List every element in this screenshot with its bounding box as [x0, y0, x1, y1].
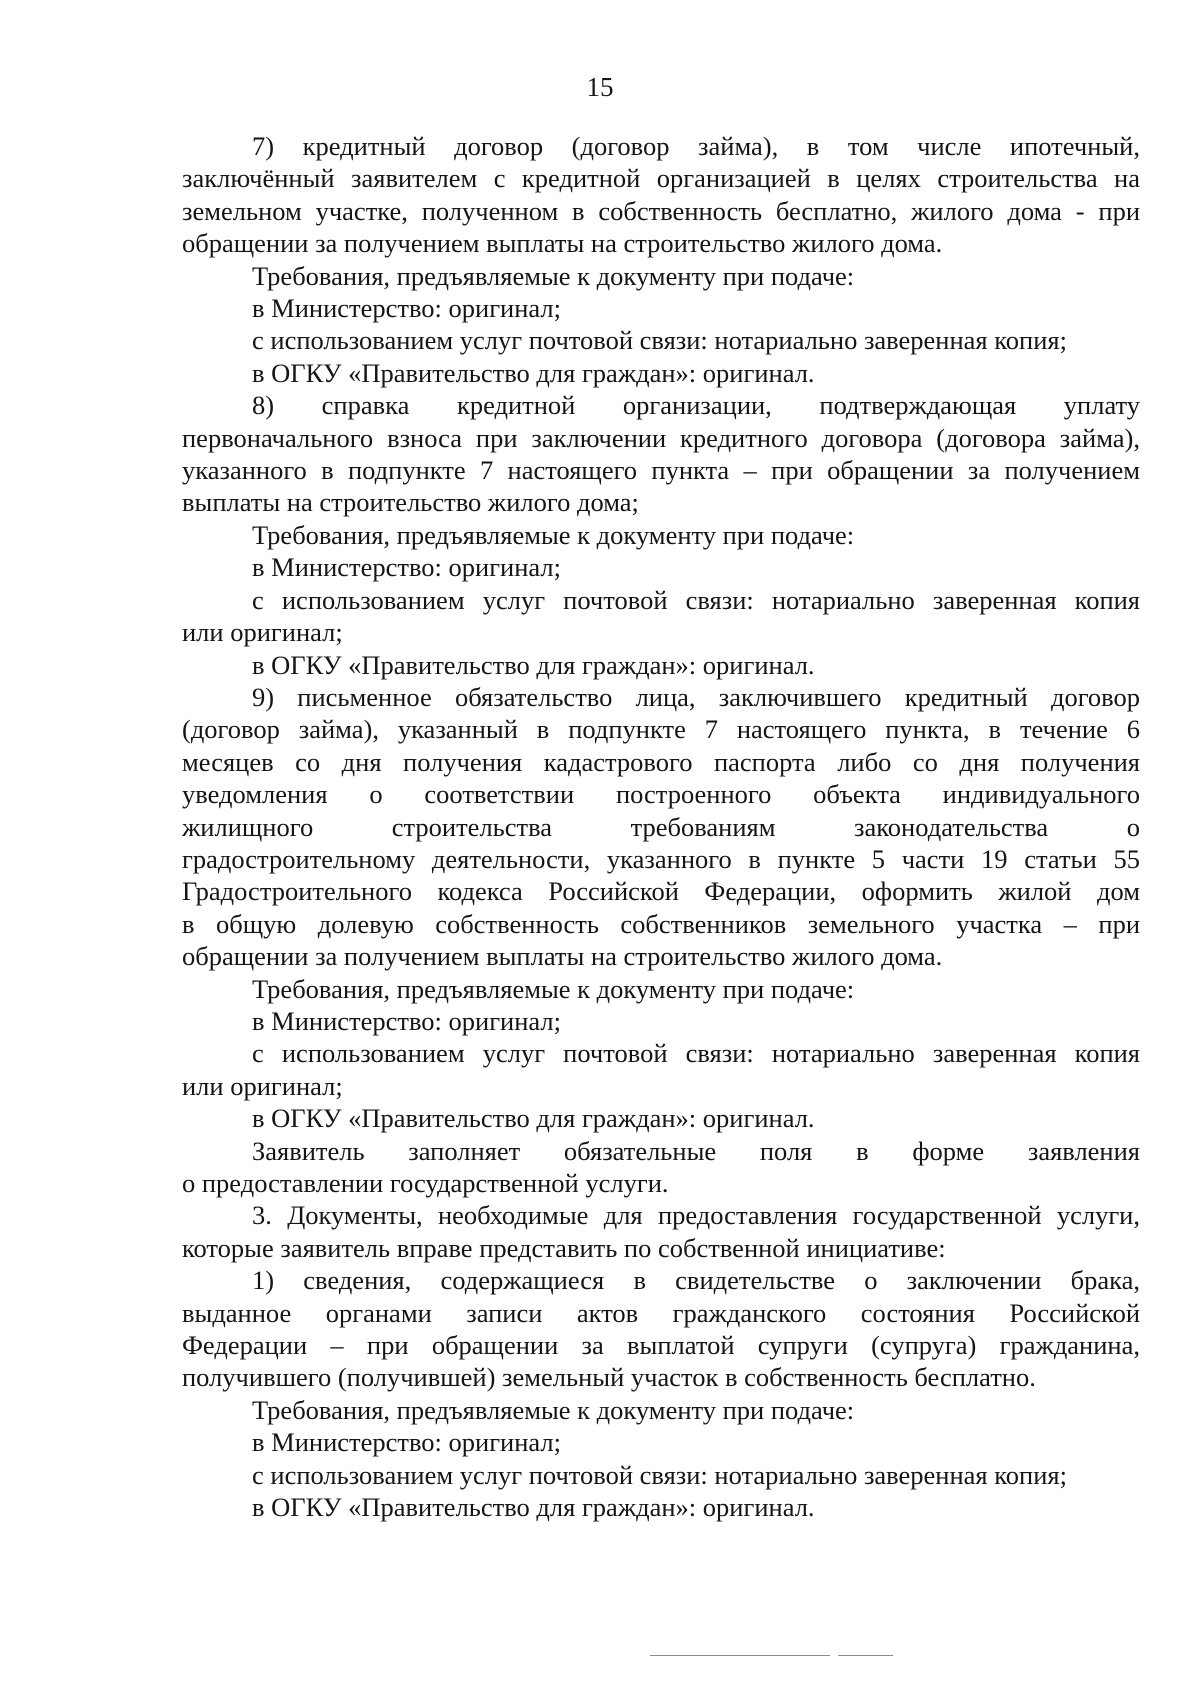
text-line: с использованием услуг почтовой связи: нотариально заверенная копия;	[252, 1459, 1067, 1490]
page-number: 15	[586, 72, 614, 102]
text-line: Федерации – при обращении за выплатой супруги (супруга) гражданина,	[182, 1330, 1140, 1361]
text-line: выплаты на строительство жилого дома;	[182, 487, 639, 518]
text-line: в Министерство: оригинал;	[252, 1427, 562, 1458]
text-line: первоначального взноса при заключении кредитного договора (договора займа),	[182, 422, 1140, 453]
text-line: в Министерство: оригинал;	[252, 293, 562, 324]
text-line: Градостроительного кодекса Российской Федерации, оформить жилой дом	[182, 876, 1140, 907]
text-line: уведомления о соответствии построенного объекта индивидуального	[182, 779, 1140, 810]
footer-rule	[838, 1655, 893, 1656]
text-line: с использованием услуг почтовой связи: нотариально заверенная копия	[252, 1038, 1140, 1069]
text-line: или оригинал;	[182, 617, 343, 648]
text-line: Требования, предъявляемые к документу при подаче:	[252, 1394, 855, 1425]
text-line: 8) справка кредитной организации, подтверждающая уплату	[252, 390, 1140, 421]
text-line: обращении за получением выплаты на строительство жилого дома.	[182, 228, 943, 259]
text-line: о предоставлении государственной услуги.	[182, 1168, 669, 1198]
text-line: (договор займа), указанный в подпункте 7 настоящего пункта, в течение 6	[182, 714, 1140, 745]
text-line: 7) кредитный договор (договор займа), в том числе ипотечный,	[252, 131, 1140, 161]
text-line: градостроительному деятельности, указанного в пункте 5 части 19 статьи 55	[182, 843, 1140, 874]
text-line: 3. Документы, необходимые для предоставления государственной услуги,	[252, 1200, 1140, 1231]
text-line: в ОГКУ «Правительство для граждан»: оригинал.	[252, 1103, 815, 1134]
text-line: 9) письменное обязательство лица, заключившего кредитный договор	[252, 681, 1140, 712]
document-body	[182, 130, 1140, 1523]
text-line: обращении за получением выплаты на строительство жилого дома.	[182, 941, 943, 972]
text-line: месяцев со дня получения кадастрового паспорта либо со дня получения	[182, 746, 1140, 777]
text-line: в ОГКУ «Правительство для граждан»: оригинал.	[252, 649, 815, 680]
text-line: жилищного строительства требованиям законодательства о	[182, 811, 1140, 842]
text-line: указанного в подпункте 7 настоящего пункта – при обращении за получением	[182, 455, 1140, 486]
text-line: 1) сведения, содержащиеся в свидетельстве о заключении брака,	[252, 1265, 1140, 1296]
text-line: выданное органами записи актов гражданского состояния Российской	[182, 1297, 1140, 1328]
text-line: в ОГКУ «Правительство для граждан»: оригинал.	[252, 357, 815, 388]
text-line: которые заявитель вправе представить по собственной инициативе:	[182, 1232, 946, 1263]
text-line: в ОГКУ «Правительство для граждан»: оригинал.	[252, 1492, 815, 1523]
footer-rule	[650, 1655, 830, 1656]
text-line: заключённый заявителем с кредитной организацией в целях строительства на	[182, 163, 1140, 194]
text-line: в Министерство: оригинал;	[252, 1005, 562, 1036]
text-line: Требования, предъявляемые к документу при подаче:	[252, 973, 855, 1004]
text-line: в общую долевую собственность собственников земельного участка – при	[182, 908, 1140, 939]
text-line: получившего (получившей) земельный участок в собственность бесплатно.	[182, 1362, 1036, 1393]
text-line: Требования, предъявляемые к документу при подаче:	[252, 519, 855, 550]
text-line: Заявитель заполняет обязательные поля в форме заявления	[252, 1135, 1140, 1166]
text-line: или оригинал;	[182, 1070, 343, 1101]
text-line: в Министерство: оригинал;	[252, 552, 562, 583]
text-line: с использованием услуг почтовой связи: нотариально заверенная копия;	[252, 325, 1067, 356]
text-line: Требования, предъявляемые к документу при подаче:	[252, 260, 855, 291]
text-line: с использованием услуг почтовой связи: нотариально заверенная копия	[252, 584, 1140, 615]
text-line: земельном участке, полученном в собственность бесплатно, жилого дома - при	[182, 195, 1140, 226]
